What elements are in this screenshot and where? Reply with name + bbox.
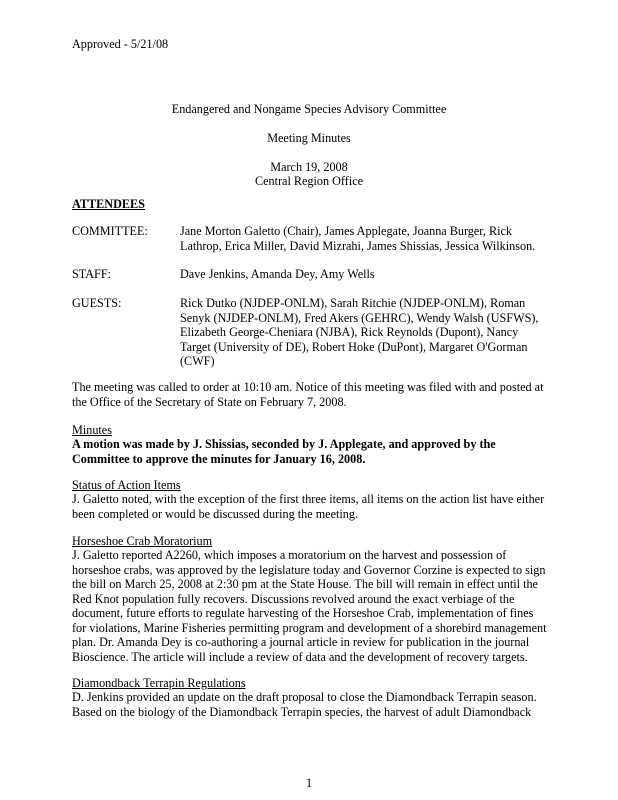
horseshoe-line: for violations, Marine Fisheries permitting program and development of a shorebird management bbox=[72, 621, 547, 635]
horseshoe-title: Horseshoe Crab Moratorium bbox=[72, 534, 213, 548]
minutes-motion-line: Committee to approve the minutes for January 16, 2008. bbox=[72, 452, 366, 466]
horseshoe-line: Red Knot population fully recovers. Discussions revolved around the exact verbiage of the bbox=[72, 592, 515, 606]
committee-label: COMMITTEE: bbox=[72, 224, 148, 238]
page-number: 1 bbox=[305, 776, 313, 790]
guests-line: Senyk (NJDEP-ONLM), Fred Akers (GEHRC), Wendy Walsh (USFWS), bbox=[180, 311, 539, 325]
attendees-heading: ATTENDEES bbox=[72, 197, 145, 211]
meeting-date: March 19, 2008 bbox=[270, 160, 348, 174]
horseshoe-line: document, future efforts to regulate harvesting of the Horseshoe Crab, implementation of fines bbox=[72, 606, 534, 620]
action-items-title: Status of Action Items bbox=[72, 478, 181, 492]
horseshoe-line: the bill on March 25, 2008 at 2:30 pm at the State House. The bill will remain in effect until the bbox=[72, 577, 538, 591]
terrapin-line: D. Jenkins provided an update on the draft proposal to close the Diamondback Terrapin season. bbox=[72, 690, 537, 704]
guests-line: Rick Dutko (NJDEP-ONLM), Sarah Ritchie (NJDEP-ONLM), Roman bbox=[180, 296, 526, 310]
staff-members-line: Dave Jenkins, Amanda Dey, Amy Wells bbox=[180, 267, 375, 281]
call-to-order-line: The meeting was called to order at 10:10 am. Notice of this meeting was filed with and posted at bbox=[72, 380, 544, 394]
committee-title: Endangered and Nongame Species Advisory Committee bbox=[171, 102, 447, 116]
committee-members-line: Lathrop, Erica Miller, David Mizrahi, James Shissias, Jessica Wilkinson. bbox=[180, 239, 536, 253]
action-items-line: J. Galetto noted, with the exception of the first three items, all items on the action list have either bbox=[72, 492, 545, 506]
guests-line: (CWF) bbox=[180, 354, 215, 368]
action-items-line: been completed or would be discussed during the meeting. bbox=[72, 507, 358, 521]
approval-stamp-text: Approved - 5/21/08 bbox=[72, 37, 169, 51]
committee-members-line: Jane Morton Galetto (Chair), James Applegate, Joanna Burger, Rick bbox=[180, 224, 512, 238]
minutes-motion-line: A motion was made by J. Shissias, seconded by J. Applegate, and approved by the bbox=[72, 437, 496, 451]
terrapin-title: Diamondback Terrapin Regulations bbox=[72, 676, 246, 690]
terrapin-line: Based on the biology of the Diamondback Terrapin species, the harvest of adult Diamondback bbox=[72, 705, 532, 719]
horseshoe-line: J. Galetto reported A2260, which imposes a moratorium on the harvest and possession of bbox=[72, 548, 507, 562]
meeting-location: Central Region Office bbox=[254, 174, 364, 188]
guests-line: Target (University of DE), Robert Hoke (DuPont), Margaret O'Gorman bbox=[180, 340, 528, 354]
minutes-title: Minutes bbox=[72, 423, 112, 437]
document-type: Meeting Minutes bbox=[267, 131, 351, 145]
staff-label: STAFF: bbox=[72, 267, 111, 281]
guests-label: GUESTS: bbox=[72, 296, 122, 310]
horseshoe-line: horseshoe crabs, was approved by the legislature today and Governor Corzine is expected to sign bbox=[72, 563, 546, 577]
horseshoe-line: plan. Dr. Amanda Dey is co-authoring a journal article in review for publication in the journal bbox=[72, 635, 530, 649]
call-to-order-line: the Office of the Secretary of State on February 7, 2008. bbox=[72, 395, 347, 409]
guests-line: Elizabeth George-Cheniara (NJBA), Rick Reynolds (Dupont), Nancy bbox=[180, 325, 519, 339]
horseshoe-line: Bioscience. The article will include a review of data and the development of recovery targets. bbox=[72, 650, 528, 664]
